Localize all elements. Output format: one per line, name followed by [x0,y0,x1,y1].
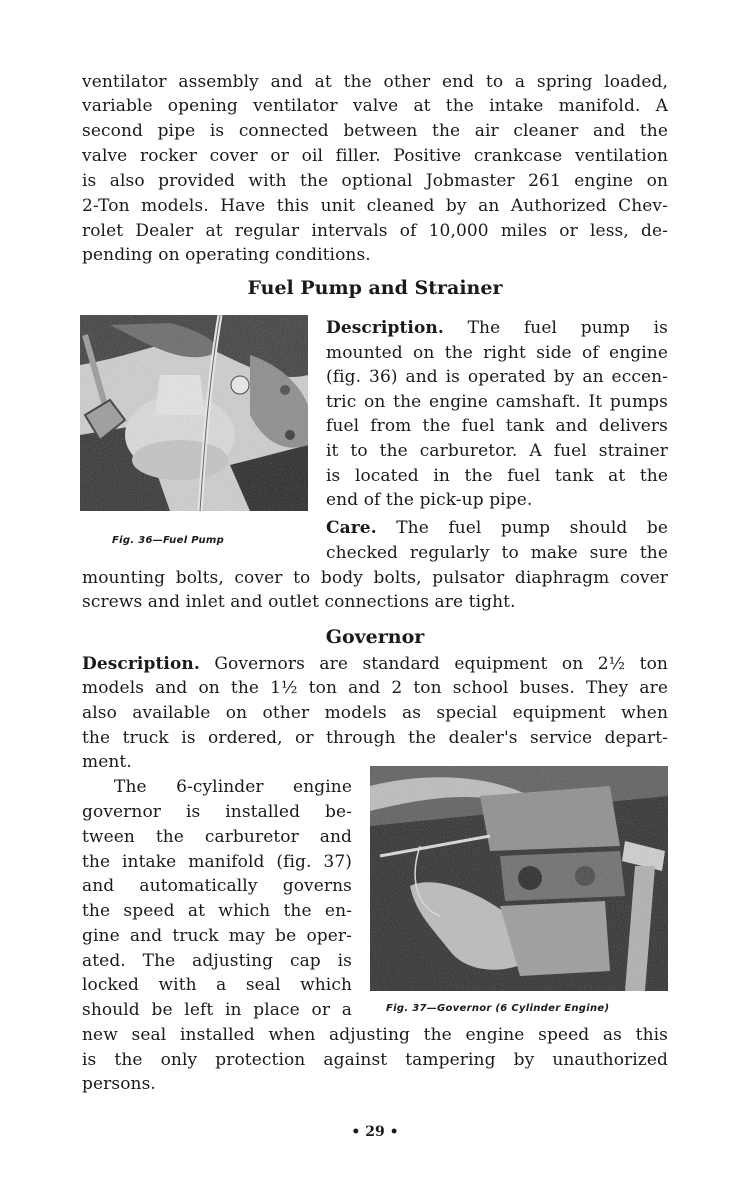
text-line: it to the carburetor. A fuel strainer [326,441,668,461]
text-line: mounting bolts, cover to body bolts, pulsator diaphragm cover [82,568,668,588]
text-line: also available on other models as special equipment when [82,703,668,723]
text-line: pending on operating conditions. [82,245,371,265]
text-line: and automatically governs [82,876,352,896]
text-line: (fig. 36) and is operated by an eccen- [326,367,668,387]
text-line: the speed at which the en- [82,901,352,921]
figure-37-governor-photo [370,766,668,991]
text-line: persons. [82,1074,156,1094]
text-line: tric on the engine camshaft. It pumps [326,392,668,412]
text-line: mounted on the right side of engine [326,343,668,363]
text-line: is located in the fuel tank at the [326,466,668,486]
text-line: checked regularly to make sure the [326,543,668,563]
text-line: rolet Dealer at regular intervals of 10,000 miles or less, de- [82,221,668,241]
text-line: valve rocker cover or oil filler. Positive crankcase ventilation [82,146,668,166]
figure-36-caption: Fig. 36—Fuel Pump [112,535,225,546]
text-line: models and on the 1½ ton and 2 ton school buses. They are [82,678,668,698]
text-line: second pipe is connected between the air cleaner and the [82,121,668,141]
text-line: the intake manifold (fig. 37) [82,852,352,872]
text-line: is the only protection against tampering by unauthorized [82,1050,668,1070]
text-line: ated. The adjusting cap is [82,951,352,971]
text-line: 2-Ton models. Have this unit cleaned by an Authorized Chev- [82,196,668,216]
text-line: Description. The fuel pump is [326,318,668,338]
text-line: end of the pick-up pipe. [326,490,533,510]
text-line: should be left in place or a [82,1000,352,1020]
governor-photo-icon [370,766,668,991]
text-line: The 6-cylinder engine [114,777,352,797]
text-line: is also provided with the optional Jobmaster 261 engine on [82,171,668,191]
runin-label: Description. [326,318,444,338]
text-line: new seal installed when adjusting the engine speed as this [82,1025,668,1045]
text-line: ventilator assembly and at the other end to a spring loaded, [82,72,668,92]
figure-37-caption: Fig. 37—Governor (6 Cylinder Engine) [386,1003,610,1014]
text-line: the truck is ordered, or through the dealer's service depart- [82,728,668,748]
section-heading-governor: Governor [325,626,425,648]
text-line: variable opening ventilator valve at the intake manifold. A [82,96,668,116]
text-line: Care. The fuel pump should be [326,518,668,538]
text-line: locked with a seal which [82,975,352,995]
runin-label: Description. [82,654,200,674]
page-number: • 29 • [351,1124,399,1140]
text-line: fuel from the fuel tank and delivers [326,416,668,436]
text-line: screws and inlet and outlet connections are tight. [82,592,516,612]
text-line: gine and truck may be oper- [82,926,352,946]
fuel-pump-photo-icon [80,315,308,511]
section-heading-fuel-pump: Fuel Pump and Strainer [247,277,503,299]
text-line: ment. [82,752,132,772]
text-line: Description. Governors are standard equipment on 2½ ton [82,654,668,674]
figure-36-fuel-pump-photo [80,315,308,511]
runin-label: Care. [326,518,377,538]
text-line: tween the carburetor and [82,827,352,847]
text-line: governor is installed be- [82,802,352,822]
